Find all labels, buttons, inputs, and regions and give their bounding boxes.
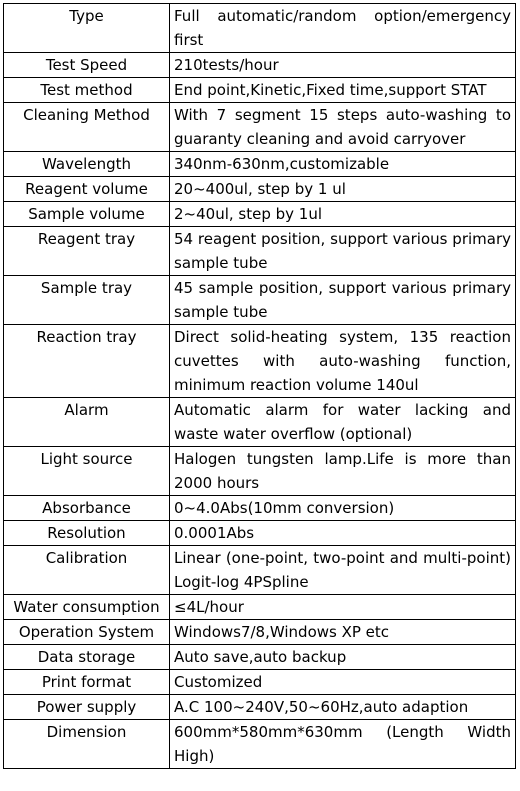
- spec-value: 0~4.0Abs(10mm conversion): [170, 496, 516, 521]
- spec-label: Calibration: [4, 546, 170, 595]
- spec-value: A.C 100~240V,50~60Hz,auto adaption: [170, 695, 516, 720]
- spec-label: Reagent tray: [4, 227, 170, 276]
- table-row: [4, 447, 516, 496]
- spec-value: Auto save,auto backup: [170, 645, 516, 670]
- table-row: [4, 325, 516, 398]
- spec-label: Sample tray: [4, 276, 170, 325]
- spec-label: Water consumption: [4, 595, 170, 620]
- spec-label: Reaction tray: [4, 325, 170, 398]
- table-row: [4, 595, 516, 620]
- table-row: [4, 645, 516, 670]
- spec-value: 340nm-630nm,customizable: [170, 152, 516, 177]
- table-row: [4, 227, 516, 276]
- spec-value: Automatic alarm for water lacking and waste water overflow (optional): [170, 398, 516, 447]
- table-row: [4, 695, 516, 720]
- spec-label: Test method: [4, 78, 170, 103]
- table-row: [4, 276, 516, 325]
- spec-label: Sample volume: [4, 202, 170, 227]
- table-row: [4, 546, 516, 595]
- table-row: [4, 4, 516, 53]
- spec-label: Test Speed: [4, 53, 170, 78]
- spec-value: 600mm*580mm*630mm (Length Width High): [170, 720, 516, 769]
- spec-value: With 7 segment 15 steps auto-washing to guaranty cleaning and avoid carryover: [170, 103, 516, 152]
- spec-label: Operation System: [4, 620, 170, 645]
- spec-label: Print format: [4, 670, 170, 695]
- spec-label: Type: [4, 4, 170, 53]
- table-row: [4, 398, 516, 447]
- spec-value: Customized: [170, 670, 516, 695]
- spec-label: Cleaning Method: [4, 103, 170, 152]
- table-row: [4, 620, 516, 645]
- spec-label: Absorbance: [4, 496, 170, 521]
- spec-label: Alarm: [4, 398, 170, 447]
- spec-value: ≤4L/hour: [170, 595, 516, 620]
- spec-table: [3, 3, 516, 769]
- table-row: [4, 53, 516, 78]
- spec-value: End point,Kinetic,Fixed time,support STAT: [170, 78, 516, 103]
- spec-value: Windows7/8,Windows XP etc: [170, 620, 516, 645]
- table-row: [4, 496, 516, 521]
- table-row: [4, 720, 516, 769]
- spec-value: 20~400ul, step by 1 ul: [170, 177, 516, 202]
- spec-value: 210tests/hour: [170, 53, 516, 78]
- spec-value: 45 sample position, support various primary sample tube: [170, 276, 516, 325]
- spec-label: Dimension: [4, 720, 170, 769]
- spec-value: Direct solid-heating system, 135 reaction cuvettes with auto-washing function, minimum reaction volume 140ul: [170, 325, 516, 398]
- spec-label: Data storage: [4, 645, 170, 670]
- table-row: [4, 202, 516, 227]
- spec-label: Reagent volume: [4, 177, 170, 202]
- table-row: [4, 152, 516, 177]
- spec-value: 0.0001Abs: [170, 521, 516, 546]
- spec-table-body: [4, 4, 516, 769]
- spec-value: Halogen tungsten lamp.Life is more than 2000 hours: [170, 447, 516, 496]
- spec-value: Linear (one-point, two-point and multi-point) Logit-log 4PSpline: [170, 546, 516, 595]
- spec-value: 54 reagent position, support various primary sample tube: [170, 227, 516, 276]
- table-row: [4, 78, 516, 103]
- spec-label: Power supply: [4, 695, 170, 720]
- table-row: [4, 521, 516, 546]
- table-row: [4, 103, 516, 152]
- spec-value: 2~40ul, step by 1ul: [170, 202, 516, 227]
- spec-value: Full automatic/random option/emergency first: [170, 4, 516, 53]
- spec-label: Resolution: [4, 521, 170, 546]
- spec-label: Wavelength: [4, 152, 170, 177]
- table-row: [4, 670, 516, 695]
- spec-label: Light source: [4, 447, 170, 496]
- table-row: [4, 177, 516, 202]
